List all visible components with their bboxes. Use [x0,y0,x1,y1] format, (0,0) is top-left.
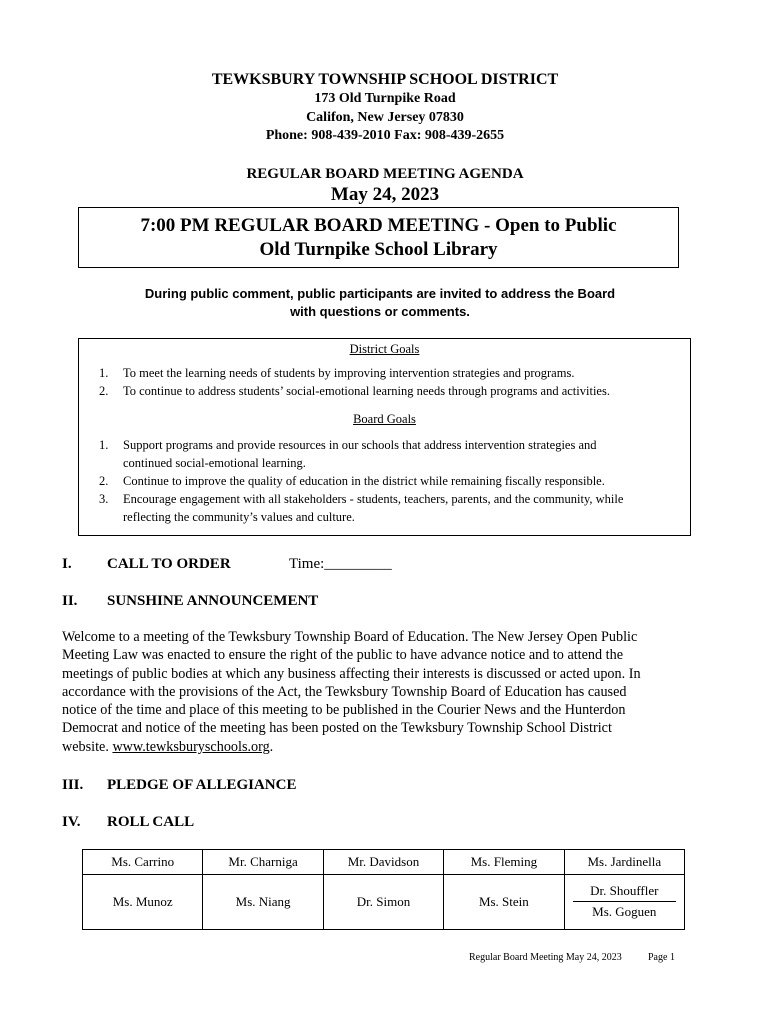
section-title: SUNSHINE ANNOUNCEMENT [107,593,319,609]
goal-text-line-1: Encourage engagement with all stakeholders - students, teachers, parents, and the community, while [123,492,624,506]
goal-number: 2. [99,474,109,488]
website-prefix: website. [62,738,113,755]
meeting-time-line: 7:00 PM REGULAR BOARD MEETING - Open to Public [140,215,617,236]
footer-page-number: Page 1 [648,952,675,963]
member-cell: Mr. Davidson [323,850,443,875]
phone-fax: Phone: 908-439-2010 Fax: 908-439-2655 [265,128,505,143]
agenda-title: REGULAR BOARD MEETING AGENDA [246,166,524,182]
time-field: Time:_________ [289,556,392,572]
member-cell: Ms. Munoz [83,874,203,929]
paragraph-line: accordance with the provisions of the Act, the Tewksbury Township Board of Education has caused [62,683,627,700]
board-goals-title: Board Goals [353,412,416,426]
goal-text-line-2: continued social-emotional learning. [123,456,306,470]
member-name-top: Dr. Shouffler [573,883,676,902]
section-title: PLEDGE OF ALLEGIANCE [107,777,297,793]
sunshine-announcement-text [62,628,692,756]
goal-text: To continue to address students’ social-emotional learning needs through programs and activities. [123,384,610,398]
member-cell: Ms. Jardinella [564,850,684,875]
address-line-2: Califon, New Jersey 07830 [306,110,464,125]
paragraph-line: meetings of public bodies at which any business affecting their interests is discussed or acted upon. In [62,665,641,682]
goal-text-line-1: Support programs and provide resources in our schools that address intervention strategies and [123,438,597,452]
meeting-info-box [78,207,679,268]
meeting-location-line: Old Turnpike School Library [259,239,498,260]
goal-number: 2. [99,384,109,398]
section-number: I. [62,556,72,572]
district-name: TEWKSBURY TOWNSHIP SCHOOL DISTRICT [211,71,559,88]
goal-number: 1. [99,438,109,452]
member-cell: Ms. Fleming [444,850,564,875]
member-name-bottom: Ms. Goguen [592,904,657,920]
paragraph-line: notice of the time and place of this meeting to be published in the Courier News and the Hunterdon [62,702,626,719]
district-goals-title: District Goals [349,342,420,356]
goal-number: 1. [99,366,109,380]
footer-title: Regular Board Meeting May 24, 2023 [469,952,622,963]
table-row [83,850,685,875]
goal-text: To meet the learning needs of students by improving intervention strategies and programs. [123,366,575,380]
public-comment-line-2: with questions or comments. [290,304,470,319]
section-number: III. [62,777,84,793]
member-cell: Mr. Charniga [203,850,323,875]
section-title: CALL TO ORDER [107,556,231,572]
address-line-1: 173 Old Turnpike Road [314,91,456,106]
member-cell: Dr. Simon [323,874,443,929]
public-comment-line-1: During public comment, public participants are invited to address the Board [144,286,616,301]
section-number: II. [62,593,78,609]
paragraph-line-last [62,738,692,756]
section-number: IV. [62,814,81,830]
district-website-link[interactable]: www.tewksburyschools.org [112,738,270,755]
member-cell: Ms. Carrino [83,850,203,875]
meeting-date: May 24, 2023 [330,184,440,205]
website-suffix: . [269,738,274,755]
goal-text-line-1: Continue to improve the quality of education in the district while remaining fiscally responsible. [123,474,605,488]
table-row [83,874,685,929]
member-cell: Ms. Niang [203,874,323,929]
goal-text-line-2: reflecting the community’s values and culture. [123,510,355,524]
goal-number: 3. [99,492,109,506]
roll-call-table [82,849,685,930]
paragraph-line: Democrat and notice of the meeting has been posted on the Tewksbury Township School District [62,720,612,737]
section-title: ROLL CALL [107,814,195,830]
public-comment-notice [60,285,700,321]
paragraph-line: Welcome to a meeting of the Tewksbury Township Board of Education. The New Jersey Open Public [62,629,638,645]
member-cell: Ms. Stein [444,874,564,929]
goals-box [78,338,691,536]
member-cell-split [564,874,684,929]
paragraph-line: Meeting Law was enacted to ensure the right of the public to have advance notice and to attend the [62,647,623,664]
